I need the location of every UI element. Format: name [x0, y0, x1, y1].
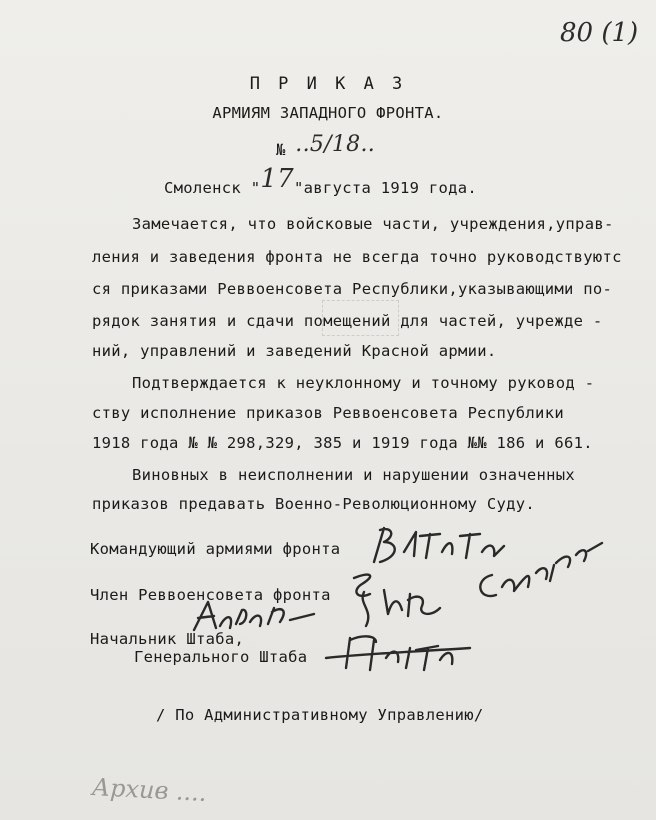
- order-title: П Р И К А З: [249, 74, 407, 94]
- chief-label-1: Начальник Штаба,: [90, 630, 245, 648]
- member-signature-2: [470, 535, 610, 615]
- date-rest: августа 1919 года.: [303, 179, 478, 197]
- body-line: приказов предавать Военно-Революционному Суду.: [92, 495, 536, 513]
- place: Смоленск: [164, 179, 242, 197]
- body-line: 1918 года № № 298,329, 385 и 1919 года №№ 186 и 661.: [92, 434, 593, 452]
- body-line: ству исполнение приказов Реввоенсовета Республики: [92, 404, 564, 422]
- chief-signature: [190, 596, 320, 636]
- body-line: Замечается, что войсковые части, учреждения,управ-: [132, 215, 614, 233]
- order-number: [276, 132, 376, 161]
- body-line: ся приказами Реввоенсовета Республики,указывающими по-: [92, 280, 613, 298]
- number-prefix: №: [276, 141, 286, 159]
- chief-label-2: Генерального Штаба: [134, 648, 308, 666]
- order-date-line: Смоленск "17"августа 1919 года.: [164, 164, 478, 197]
- commander-label: Командующий армиями фронта: [90, 540, 341, 558]
- body-line: Подтверждается к неуклонному и точному руковод -: [132, 374, 595, 392]
- body-line: ний, управлений и заведений Красной армии.: [92, 342, 497, 360]
- body-line: ления и заведения фронта не всегда точно руководствуютс: [92, 248, 622, 266]
- member-label: Член Реввоенсовета фронта: [90, 586, 331, 604]
- department-footer: / По Административному Управлению/: [156, 706, 484, 724]
- day: 17: [260, 164, 295, 194]
- body-line: рядок занятия и сдачи помещений для частей, учрежде -: [92, 312, 603, 330]
- handwritten-note: Архив ....: [91, 773, 208, 807]
- archive-mark: 80 (1): [560, 18, 639, 48]
- order-subtitle: АРМИЯМ ЗАПАДНОГО ФРОНТА.: [212, 104, 444, 122]
- order-number-value: ..5/18..: [295, 132, 376, 157]
- body-line: Виновных в неисполнении и нарушении означенных: [132, 466, 576, 484]
- chief-signature-2: [320, 628, 480, 678]
